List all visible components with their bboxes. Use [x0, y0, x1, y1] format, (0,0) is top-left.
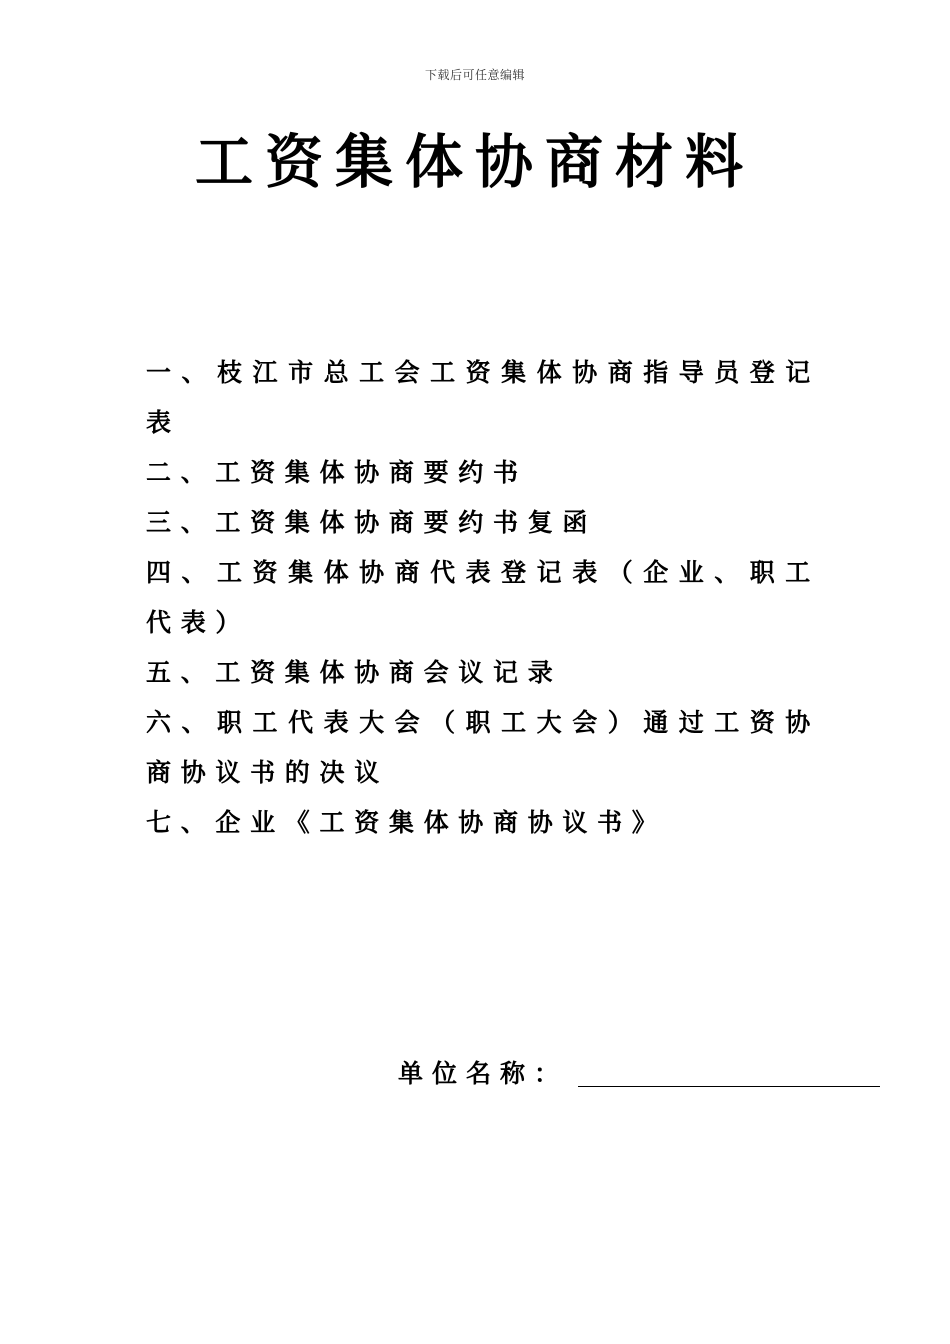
unit-name-label: 单位名称：	[398, 1059, 569, 1088]
contents-item-2: 二、工资集体协商要约书	[146, 458, 528, 487]
unit-name-row	[398, 1052, 880, 1092]
contents-item-7: 七、企业《工资集体协商协议书》	[146, 808, 667, 837]
contents-item-5: 五、工资集体协商会议记录	[146, 658, 563, 687]
contents-item-4: 四、工资集体协商代表登记表（企业、职工代表）	[146, 558, 820, 637]
document-title: 工资集体协商材料	[194, 128, 755, 196]
unit-name-field[interactable]	[578, 1058, 880, 1087]
contents-list	[146, 348, 820, 848]
contents-item-1: 一、枝江市总工会工资集体协商指导员登记表	[146, 358, 820, 437]
contents-item-6: 六、职工代表大会（职工大会）通过工资协商协议书的决议	[146, 708, 820, 787]
contents-item-3: 三、工资集体协商要约书复函	[146, 508, 598, 537]
header-note: 下载后可任意编辑	[424, 68, 525, 82]
